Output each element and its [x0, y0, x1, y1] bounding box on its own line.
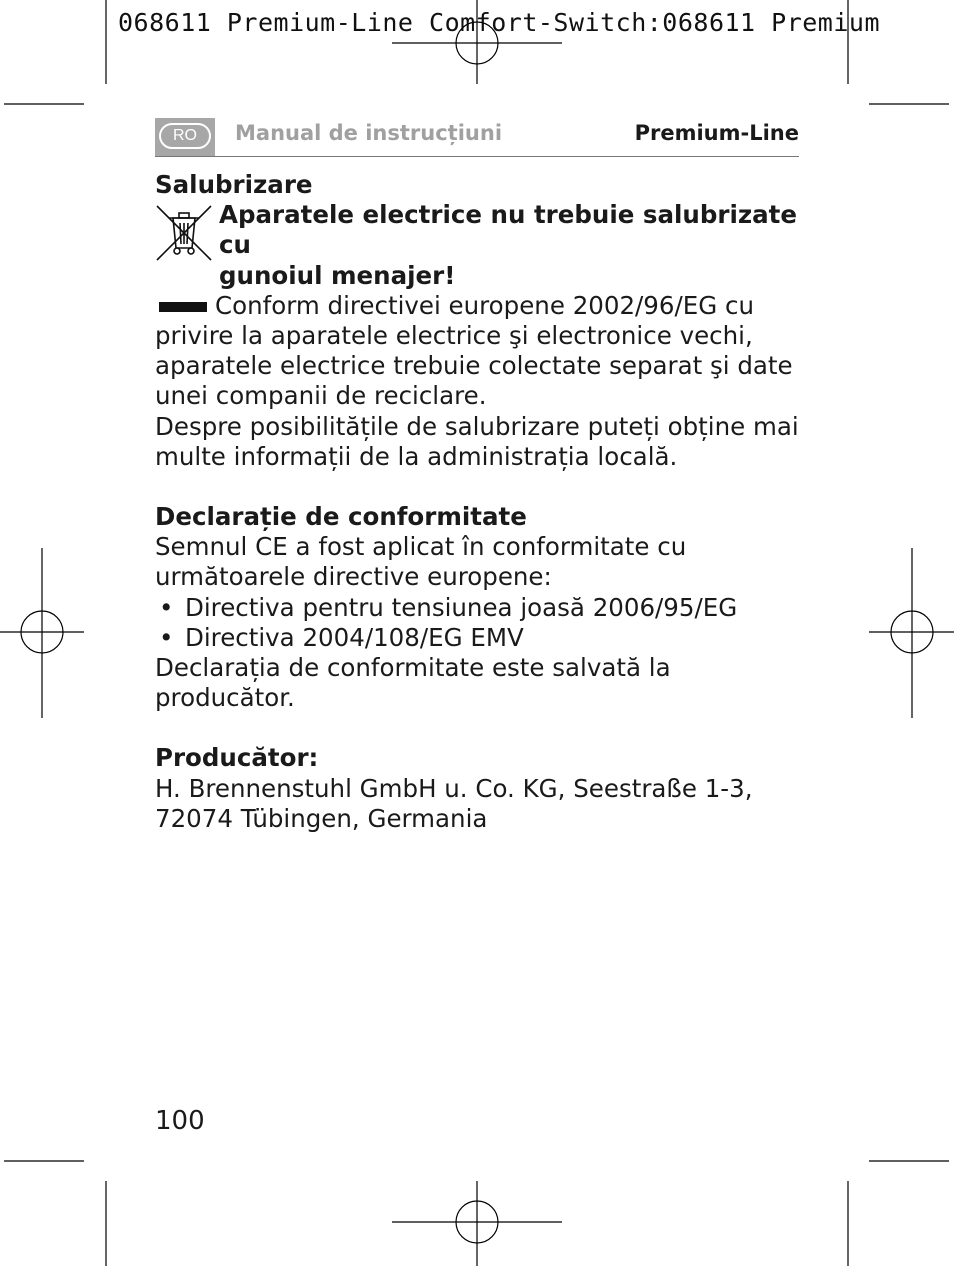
conformity-heading: Declarație de conformitate — [155, 502, 527, 532]
disposal-directive-paragraph — [155, 291, 815, 412]
disposal-heading: Salubrizare — [155, 170, 313, 199]
disposal-warning — [155, 200, 815, 291]
conformity-closing: Declarația de conformitate este salvată la producător. — [155, 653, 671, 713]
warning-line-1: Aparatele electrice nu trebuie salubrizate cu — [219, 200, 797, 260]
manufacturer-address-line-2: 72074 Tübingen, Germania — [155, 803, 488, 833]
manufacturer-address-line-1: H. Brennenstuhl GmbH u. Co. KG, Seestraße 1-3, — [155, 773, 753, 803]
black-bar-icon — [159, 302, 207, 312]
page-content — [155, 170, 815, 834]
page-header — [155, 118, 799, 157]
print-slug-line: 068611 Premium-Line Comfort-Switch:068611 Premium — [118, 8, 881, 37]
brand-name: Premium-Line — [634, 121, 799, 145]
crossed-out-bin-icon — [155, 204, 213, 262]
language-badge — [155, 118, 215, 156]
manual-title: Manual de instrucțiuni — [235, 121, 503, 145]
conformity-intro: Semnul CE a fost aplicat în conformitate cu următoarele directive europene: — [155, 532, 687, 592]
list-item: • Directiva 2004/108/EG EMV — [155, 623, 815, 653]
disposal-info-paragraph: Despre posibilitățile de salubrizare puteți obține mai multe informații de la administrația locală. — [155, 411, 799, 471]
page-number: 100 — [155, 1106, 205, 1136]
list-item: • Directiva pentru tensiunea joasă 2006/95/EG — [155, 593, 815, 623]
directive-list — [155, 593, 815, 653]
manufacturer-heading: Producător: — [155, 743, 319, 773]
warning-line-2: gunoiul menajer! — [219, 260, 456, 290]
language-code: RO — [159, 123, 211, 149]
directive-rest: privire la aparatele electrice şi electronice vechi, aparatele electrice trebuie colectate separat şi date unei companii de reciclare. — [155, 321, 793, 411]
directive-first-line: Conform directivei europene 2002/96/EG cu — [215, 290, 754, 320]
